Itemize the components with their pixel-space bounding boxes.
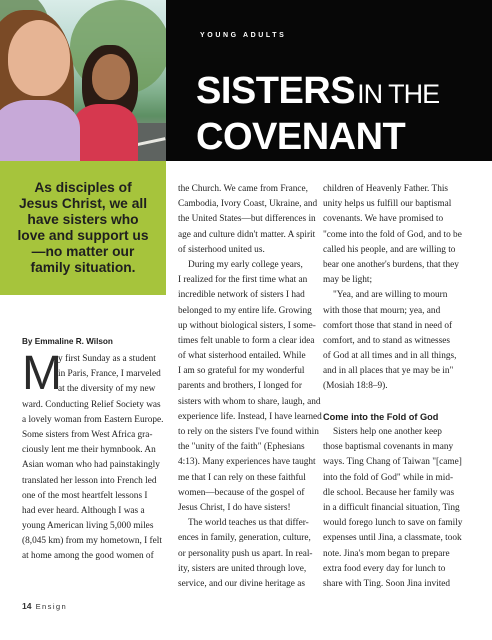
text-line: Sisters help one another keep	[333, 427, 442, 437]
text-line: of sisterhood united us.	[178, 244, 265, 255]
text-line: ity, sisters are united through love,	[178, 563, 307, 574]
article-column-1	[22, 347, 168, 565]
text-line: or personality push us apart. In real-	[178, 548, 313, 559]
text-line: of what sisterhood entailed. While	[178, 351, 306, 362]
text-line: in Paris, France, I marveled	[58, 369, 161, 380]
title-word-in-the: IN THE	[357, 79, 440, 109]
text-line: expenses until Jina, a classmate, took	[323, 533, 462, 544]
girl-right-shirt	[72, 104, 138, 161]
text-line: extra food every day for lunch to	[323, 563, 446, 574]
text-line: Cambodia, Ivory Coast, Ukraine, and	[178, 199, 318, 210]
text-line: age and culture didn't matter. A spirit	[178, 229, 316, 240]
text-line: note. Jina's mom began to prepare	[323, 548, 450, 559]
text-line: up without biological sisters, I some-	[178, 320, 316, 331]
section-kicker: YOUNG ADULTS	[200, 32, 287, 39]
text-line: 4:13). Many experiences have taught	[178, 457, 316, 468]
title-banner	[166, 0, 492, 161]
text-line: called his people, and are willing to	[323, 244, 456, 255]
text-line: times felt unable to form a clear idea	[178, 335, 315, 346]
article-column-2	[178, 182, 322, 592]
text-line: "Yea, and are willing to mourn	[333, 290, 448, 301]
text-line: the Church. We came from France,	[178, 184, 308, 194]
pull-quote-box	[0, 161, 166, 295]
title-line-1	[196, 72, 439, 110]
text-line: young American living 5,000 miles	[22, 521, 154, 532]
text-line: of God at all times and in all things,	[323, 351, 457, 362]
text-line: the United States—but differences in	[178, 214, 316, 225]
title-word-sisters: SISTERS	[196, 70, 356, 112]
text-line: unity helps us fulfill our baptismal	[323, 199, 452, 210]
text-line: Some sisters from West Africa gra-	[22, 429, 153, 440]
text-line: ciously lent me their hymnbook. An	[22, 445, 156, 456]
text-line: experience life. Instead, I have learned	[178, 411, 322, 422]
text-line: in a difficult financial situation, Ting	[323, 502, 460, 513]
page-number: 14	[22, 601, 32, 611]
text-line: belonged to my entire life. Growing	[178, 305, 312, 316]
text-line: into the fold of God" while in mid-	[323, 472, 454, 483]
subhead: Come into the Fold of God	[323, 411, 439, 422]
text-line: at the diversity of my new	[58, 384, 156, 395]
text-line: dle school. Because her family was	[323, 487, 455, 498]
text-line: ences in family, generation, culture,	[178, 533, 311, 544]
text-line: "come into the fold of God, and to be	[323, 229, 462, 240]
girl-left-shirt	[0, 100, 80, 161]
text-line: During my early college years,	[188, 259, 303, 270]
girl-left-face	[8, 20, 70, 96]
text-line: comfort those that stand in need of	[323, 320, 453, 331]
hero-photo	[0, 0, 166, 161]
text-line: sisters with whom to share, laugh, and	[178, 396, 321, 407]
text-line: would forego lunch to save on family	[323, 518, 463, 529]
text-line: the "unity of the faith" (Ephesians	[178, 442, 305, 453]
text-line: a lovely woman from Eastern Europe.	[22, 414, 164, 425]
text-line: (8,045 km) from my hometown, I felt	[22, 536, 162, 547]
text-line: Asian woman who had painstakingly	[22, 460, 160, 471]
byline: By Emmaline R. Wilson	[22, 337, 113, 346]
page-footer	[22, 601, 67, 611]
text-line: with those that mourn; yea, and	[323, 305, 441, 316]
text-line: The world teaches us that differ-	[188, 518, 309, 529]
text-line: (Mosiah 18:8–9).	[323, 381, 388, 392]
text-line: had ever heard. Although I was a	[22, 505, 145, 516]
text-line: may be light;	[323, 275, 373, 286]
text-line: and in all places that ye may be in"	[323, 366, 454, 377]
text-line: me that I can rely on these faithful	[178, 472, 306, 483]
text-line: service, and our divine heritage as	[178, 578, 306, 589]
text-line: Jesus Christ, I do have sisters!	[178, 502, 291, 513]
text-line: share with Ting. Soon Jina invited	[323, 578, 451, 589]
text-line: one of the most heartfelt lessons I	[22, 490, 148, 501]
text-line: ward. Conducting Relief Society was	[22, 399, 161, 410]
paragraph-gap	[323, 395, 483, 410]
text-line: I am so grateful for my wonderful	[178, 366, 305, 377]
text-line: incredible network of sisters I had	[178, 290, 305, 301]
article-column-3	[323, 182, 483, 592]
text-line: comfort, and to stand as witnesses	[323, 335, 451, 346]
text-line: ways. Ting Chang of Taiwan "[came]	[323, 457, 462, 468]
text-line: y first Sunday as a student	[58, 354, 156, 364]
drop-cap: M	[22, 347, 62, 400]
text-line: bear one another's burdens, that they	[323, 259, 459, 270]
pull-quote-text: As disciples of Jesus Christ, we all have sisters who love and support us—no matter our family situation.	[17, 180, 149, 275]
magazine-name: Ensign	[35, 602, 68, 611]
text-line: children of Heavenly Father. This	[323, 184, 449, 194]
text-line: covenants. We have promised to	[323, 214, 444, 225]
title-word-covenant: COVENANT	[196, 116, 406, 158]
text-line: those baptismal covenants in many	[323, 442, 454, 453]
text-line: parents and brothers, I longed for	[178, 381, 302, 392]
text-line: at home among the good women of	[22, 551, 154, 562]
girl-right-face	[92, 54, 130, 100]
text-line: translated her lesson into French led	[22, 475, 157, 486]
text-line: to rely on the sisters I've found within	[178, 427, 319, 437]
text-line: women—because of the gospel of	[178, 487, 305, 498]
text-line: I realized for the first time what an	[178, 275, 308, 286]
